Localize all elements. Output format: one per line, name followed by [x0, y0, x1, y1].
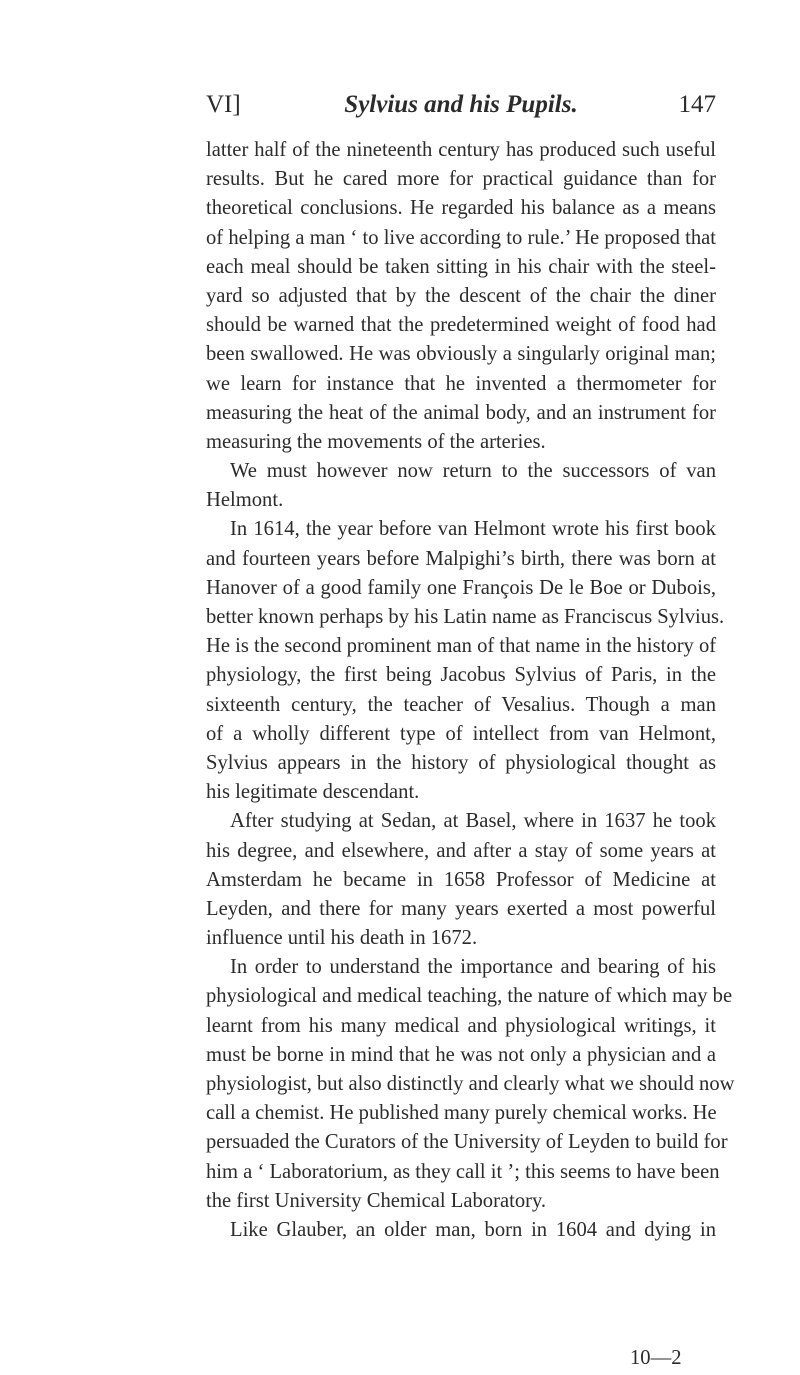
text-line: his legitimate descendant. [206, 781, 420, 804]
text-line: of helping a man ‘ to live according to rule.’ He proposed that [206, 226, 716, 249]
text-line: Like Glauber, an older man, born in 1604 and dying in [230, 1218, 716, 1241]
signature-mark: 10—2 [630, 1347, 682, 1369]
body-text [206, 136, 735, 1245]
text-line: physiologist, but also distinctly and clearly what we should now [206, 1073, 735, 1095]
text-line: sixteenth century, the teacher of Vesalius. Though a man [206, 693, 716, 716]
text-line: theoretical conclusions. He regarded his balance as a means [206, 197, 716, 220]
text-line: Sylvius appears in the history of physiological thought as [206, 751, 716, 774]
text-line: better known perhaps by his Latin name as Franciscus Sylvius. [206, 606, 725, 628]
text-line: learnt from his many medical and physiological writings, it [206, 1014, 716, 1037]
text-line: measuring the movements of the arteries. [206, 430, 546, 453]
text-line: physiology, the first being Jacobus Sylvius of Paris, in the [206, 664, 716, 687]
running-title: Sylvius and his Pupils. [344, 91, 578, 118]
text-line: him a ‘ Laboratorium, as they call it ’; this seems to have been [206, 1160, 720, 1183]
text-line: yard so adjusted that by the descent of the chair the diner [206, 284, 716, 307]
text-line: been swallowed. He was obviously a singularly original man; [206, 343, 716, 366]
text-line: Amsterdam he became in 1658 Professor of Medicine at [206, 868, 716, 891]
text-line: results. But he cared more for practical guidance than for [206, 168, 716, 191]
text-line: In 1614, the year before van Helmont wrote his first book [230, 518, 716, 541]
text-line: must be borne in mind that he was not only a physician and a [206, 1043, 716, 1066]
text-line: Leyden, and there for many years exerted a most powerful [206, 897, 716, 920]
text-line: After studying at Sedan, at Basel, where in 1637 he took [230, 810, 716, 833]
chapter-number: VI] [206, 91, 241, 118]
text-line: each meal should be taken sitting in his chair with the steel- [206, 255, 716, 278]
text-line: measuring the heat of the animal body, and an instrument for [206, 401, 716, 424]
page-number: 147 [678, 91, 716, 118]
text-line: we learn for instance that he invented a thermometer for [206, 372, 716, 395]
text-line: physiological and medical teaching, the nature of which may be [206, 985, 733, 1008]
text-line: In order to understand the importance and bearing of his [230, 956, 716, 979]
text-line: should be warned that the predetermined weight of food had [206, 314, 716, 337]
text-line: call a chemist. He published many purely chemical works. He [206, 1102, 717, 1125]
text-line: He is the second prominent man of that name in the history of [206, 635, 717, 658]
text-line: his degree, and elsewhere, and after a stay of some years at [206, 839, 716, 862]
text-line: influence until his death in 1672. [206, 927, 478, 950]
text-line: of a wholly different type of intellect from van Helmont, [206, 722, 716, 745]
text-line: and fourteen years before Malpighi’s birth, there was born at [206, 547, 716, 570]
text-line: latter half of the nineteenth century has produced such useful [206, 139, 716, 161]
running-head [206, 88, 716, 122]
text-line: persuaded the Curators of the University of Leyden to build for [206, 1131, 728, 1154]
text-line: Helmont. [206, 489, 284, 512]
text-line: We must however now return to the successors of van [230, 460, 716, 483]
text-line: Hanover of a good family one François De le Boe or Dubois, [206, 576, 716, 599]
text-line: the first University Chemical Laboratory. [206, 1189, 547, 1212]
